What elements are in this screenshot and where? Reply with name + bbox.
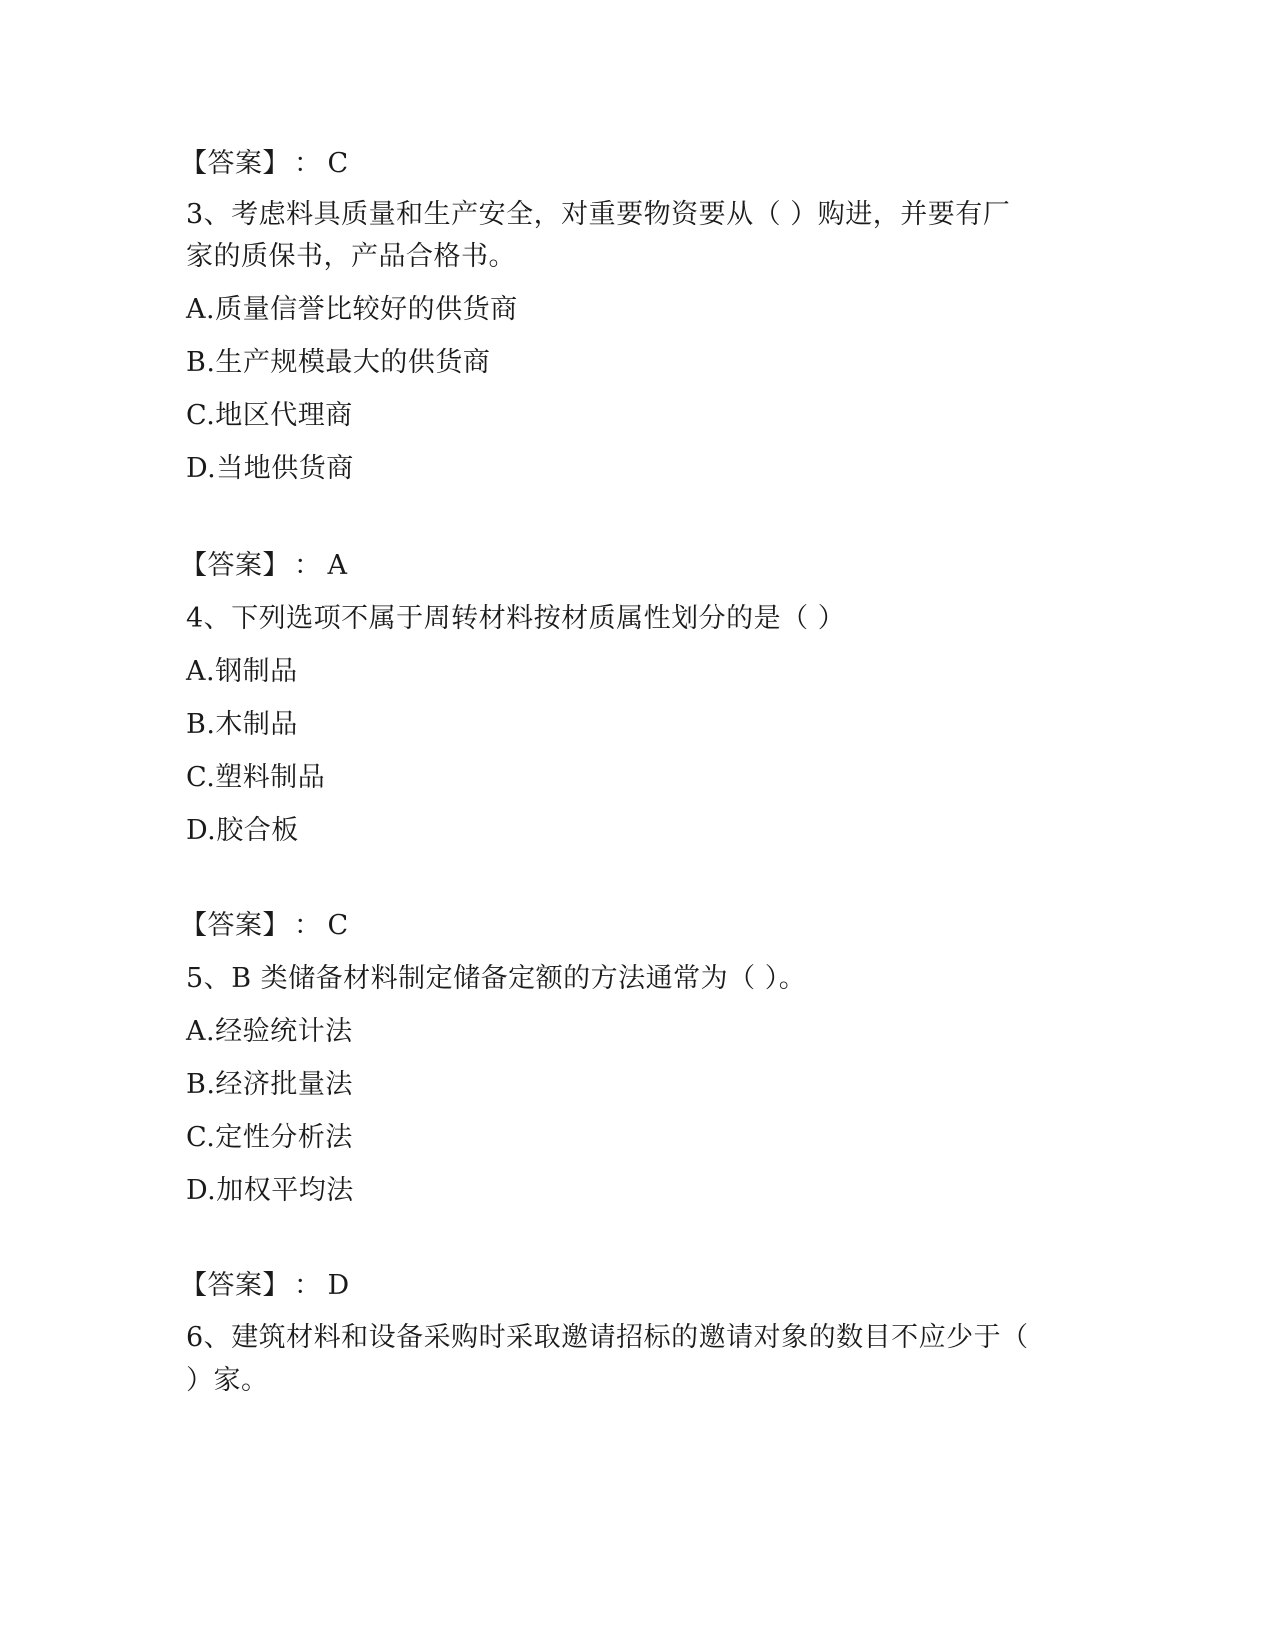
question-3-text (186, 193, 1066, 237)
question-text: 考虑料具质量和生产安全，对重要物资要从（ ）购进，并要有厂 (231, 199, 1011, 230)
question-4-text (186, 597, 1066, 641)
option-c: C.定性分析法 (186, 1122, 353, 1153)
question-6-text-continued (186, 1359, 1066, 1403)
question-text: B 类储备材料制定储备定额的方法通常为（ ）。 (231, 963, 807, 994)
question-number: 3、 (186, 199, 232, 230)
question-number: 5、 (186, 963, 232, 994)
answer-line (180, 1264, 1060, 1308)
answer-label: 【答案】 (180, 550, 290, 581)
option-a: A.质量信誉比较好的供货商 (186, 294, 518, 325)
answer-colon: ： (294, 1270, 322, 1301)
question-number: 6、 (186, 1322, 232, 1353)
option-d: D.当地供货商 (186, 453, 354, 484)
option-b: B.生产规模最大的供货商 (186, 347, 491, 378)
answer-colon: ： (294, 910, 322, 941)
option-c: C.塑料制品 (186, 762, 326, 793)
option-c: C.地区代理商 (186, 400, 353, 431)
answer-line (180, 544, 1060, 588)
answer-colon: ： (294, 148, 322, 179)
answer-label: 【答案】 (180, 910, 290, 941)
question-text: ）家。 (186, 1365, 269, 1396)
answer-value: C (327, 910, 349, 941)
question-number: 4、 (186, 603, 232, 634)
answer-value: C (327, 148, 349, 179)
option-a: A.经验统计法 (186, 1016, 353, 1047)
option-d: D.加权平均法 (186, 1175, 354, 1206)
option-a: A.钢制品 (186, 656, 298, 687)
question-3-text-continued (186, 235, 1066, 279)
answer-colon: ： (294, 550, 322, 581)
question-5-text (186, 957, 1066, 1001)
answer-line (180, 904, 1060, 948)
question-text: 家的质保书，产品合格书。 (186, 241, 516, 272)
option-b: B.木制品 (186, 709, 298, 740)
answer-label: 【答案】 (180, 148, 290, 179)
answer-line (180, 142, 1060, 186)
question-text: 建筑材料和设备采购时采取邀请招标的邀请对象的数目不应少于（ (231, 1322, 1029, 1353)
answer-label: 【答案】 (180, 1270, 290, 1301)
option-d: D.胶合板 (186, 815, 299, 846)
question-6-text (186, 1316, 1066, 1360)
question-text: 下列选项不属于周转材料按材质属性划分的是（ ） (231, 603, 846, 634)
answer-value: A (327, 550, 348, 581)
option-b: B.经济批量法 (186, 1069, 353, 1100)
answer-value: D (327, 1270, 350, 1301)
